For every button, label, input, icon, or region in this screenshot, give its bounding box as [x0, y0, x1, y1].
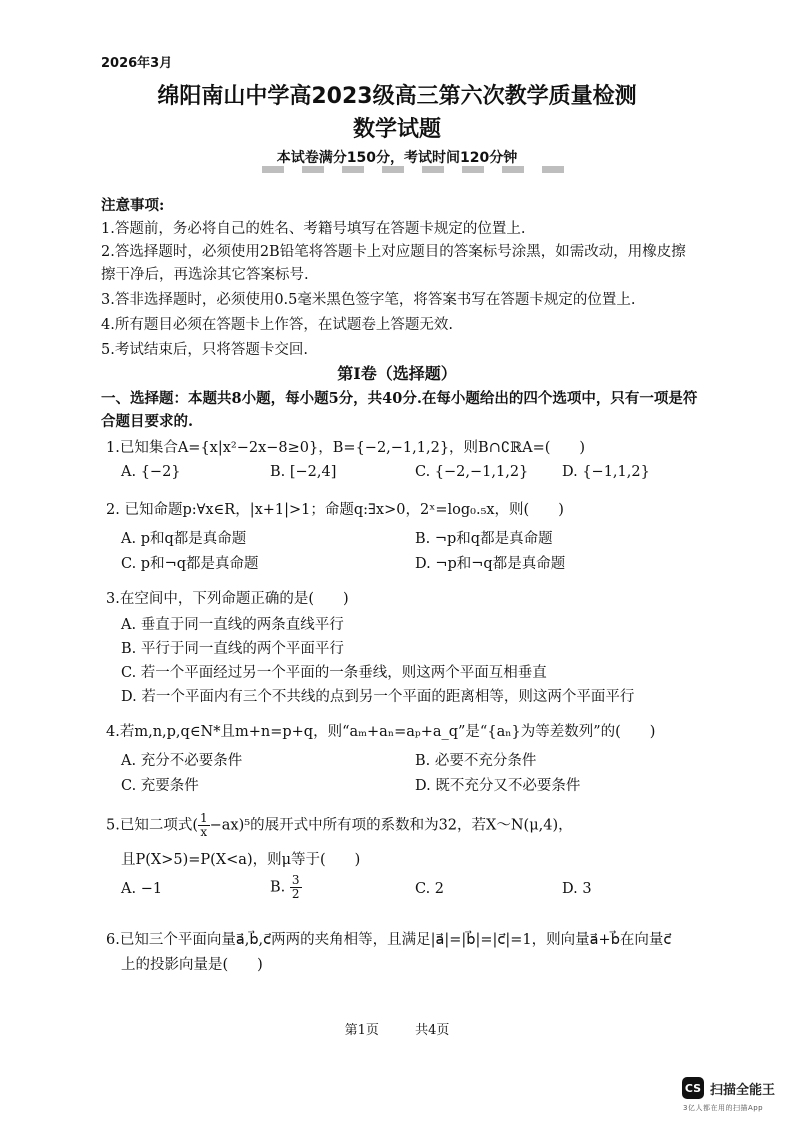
notice-item: 1.答题前，务必将自己的姓名、考籍号填写在答题卡规定的位置上.	[101, 221, 526, 237]
question-1-option-b: B. [−2,4]	[270, 464, 337, 480]
notice-item: 擦干净后，再选涂其它答案标号.	[101, 267, 309, 283]
exam-title: 绵阳南山中学高2023级高三第六次教学质量检测	[157, 84, 637, 109]
question-3-stem: 3.在空间中，下列命题正确的是( )	[106, 591, 349, 607]
fraction-three-halves	[290, 874, 302, 901]
question-5-option-a: A. −1	[121, 881, 163, 897]
question-3-option-a: A. 垂直于同一直线的两条直线平行	[121, 617, 344, 633]
question-5-option-c: C. 2	[415, 881, 445, 897]
question-2-option-b: B. ¬p和q都是真命题	[415, 531, 553, 547]
question-5-stem-pre: 5.已知二项式(	[106, 817, 198, 834]
question-4-option-b: B. 必要不充分条件	[415, 753, 537, 769]
question-2-stem: 2. 已知命题p:∀x∈R，|x+1|>1；命题q:∃x>0，2ˣ=log₀.₅x，则( )	[106, 502, 564, 518]
notice-item: 4.所有题目必须在答题卡上作答，在试题卷上答题无效.	[101, 317, 453, 333]
notice-item: 3.答非选择题时，必须使用0.5毫米黑色签字笔，将答案书写在答题卡规定的位置上.	[101, 292, 636, 308]
question-6-stem-line2: 上的投影向量是( )	[121, 957, 263, 973]
question-4-option-a: A. 充分不必要条件	[121, 753, 243, 769]
question-5-stem	[106, 812, 573, 839]
question-2-option-a: A. p和q都是真命题	[121, 531, 247, 547]
question-2-option-c: C. p和¬q都是真命题	[121, 556, 259, 572]
notice-heading: 注意事项:	[101, 197, 165, 214]
fraction-one-over-x	[198, 812, 210, 839]
option-b-label: B.	[270, 879, 286, 896]
question-5-stem-line2: 且P(X>5)=P(X<a)，则μ等于( )	[121, 852, 361, 868]
question-3-option-d: D. 若一个平面内有三个不共线的点到另一个平面的距离相等，则这两个平面平行	[121, 689, 635, 705]
notice-item: 5.考试结束后，只将答题卡交回.	[101, 342, 308, 358]
question-3-option-b: B. 平行于同一直线的两个平面平行	[121, 641, 344, 657]
exam-subtitle: 本试卷满分150分，考试时间120分钟	[276, 150, 518, 166]
question-4-option-c: C. 充要条件	[121, 778, 199, 794]
scanner-tagline: 3亿人都在用的扫描App	[683, 1104, 764, 1112]
section-intro: 合题目要求的.	[101, 413, 194, 430]
page-total: 共4页	[415, 1023, 450, 1038]
section-intro: 一、选择题：本题共8小题，每小题5分，共40分.在每小题给出的四个选项中，只有一项是符	[101, 390, 698, 407]
question-4-stem: 4.若m,n,p,q∈N*且m+n=p+q，则“aₘ+aₙ=aₚ+a_q”是“{aₙ}为等差数列”的( )	[106, 724, 656, 740]
notice-item: 2.答选择题时，必须使用2B铅笔将答题卡上对应题目的答案标号涂黑，如需改动，用橡皮擦	[101, 244, 686, 260]
question-5-option-b	[270, 874, 302, 901]
fraction-numerator: 3	[291, 873, 300, 887]
fraction-denominator: x	[200, 825, 208, 839]
question-2-option-d: D. ¬p和¬q都是真命题	[415, 556, 566, 572]
page-footer	[0, 1019, 794, 1038]
question-1-option-c: C. {−2,−1,1,2}	[415, 464, 529, 480]
question-4-option-d: D. 既不充分又不必要条件	[415, 778, 581, 794]
question-1-option-a: A. {−2}	[121, 464, 181, 480]
fraction-denominator: 2	[291, 887, 300, 901]
scanner-app-name: 扫描全能王	[710, 1082, 776, 1098]
question-5-option-d: D. 3	[562, 881, 592, 897]
section-title: 第Ⅰ卷（选择题）	[337, 364, 457, 383]
question-5-stem-post: −ax)⁵的展开式中所有项的系数和为32，若X～N(μ,4)，	[209, 817, 573, 834]
fraction-numerator: 1	[200, 811, 208, 825]
question-3-option-c: C. 若一个平面经过另一个平面的一条垂线，则这两个平面互相垂直	[121, 665, 547, 681]
question-6-stem: 6.已知三个平面向量a⃗,b⃗,c⃗两两的夹角相等，且满足|a⃗|=|b⃗|=|c⃗|=1，则向量a⃗+b⃗在向量c⃗	[106, 932, 672, 948]
subject-title: 数学试题	[352, 117, 441, 142]
scan-smudge	[262, 166, 572, 173]
camscanner-logo-icon: CS	[682, 1077, 704, 1099]
scanner-watermark	[682, 1077, 775, 1099]
question-1-stem: 1.已知集合A={x|x²−2x−8≥0}，B={−2,−1,1,2}，则B∩∁ℝA=( )	[106, 440, 586, 456]
exam-date: 2026年3月	[101, 56, 173, 71]
page-number: 第1页	[344, 1023, 379, 1038]
question-1-option-d: D. {−1,1,2}	[562, 464, 650, 480]
